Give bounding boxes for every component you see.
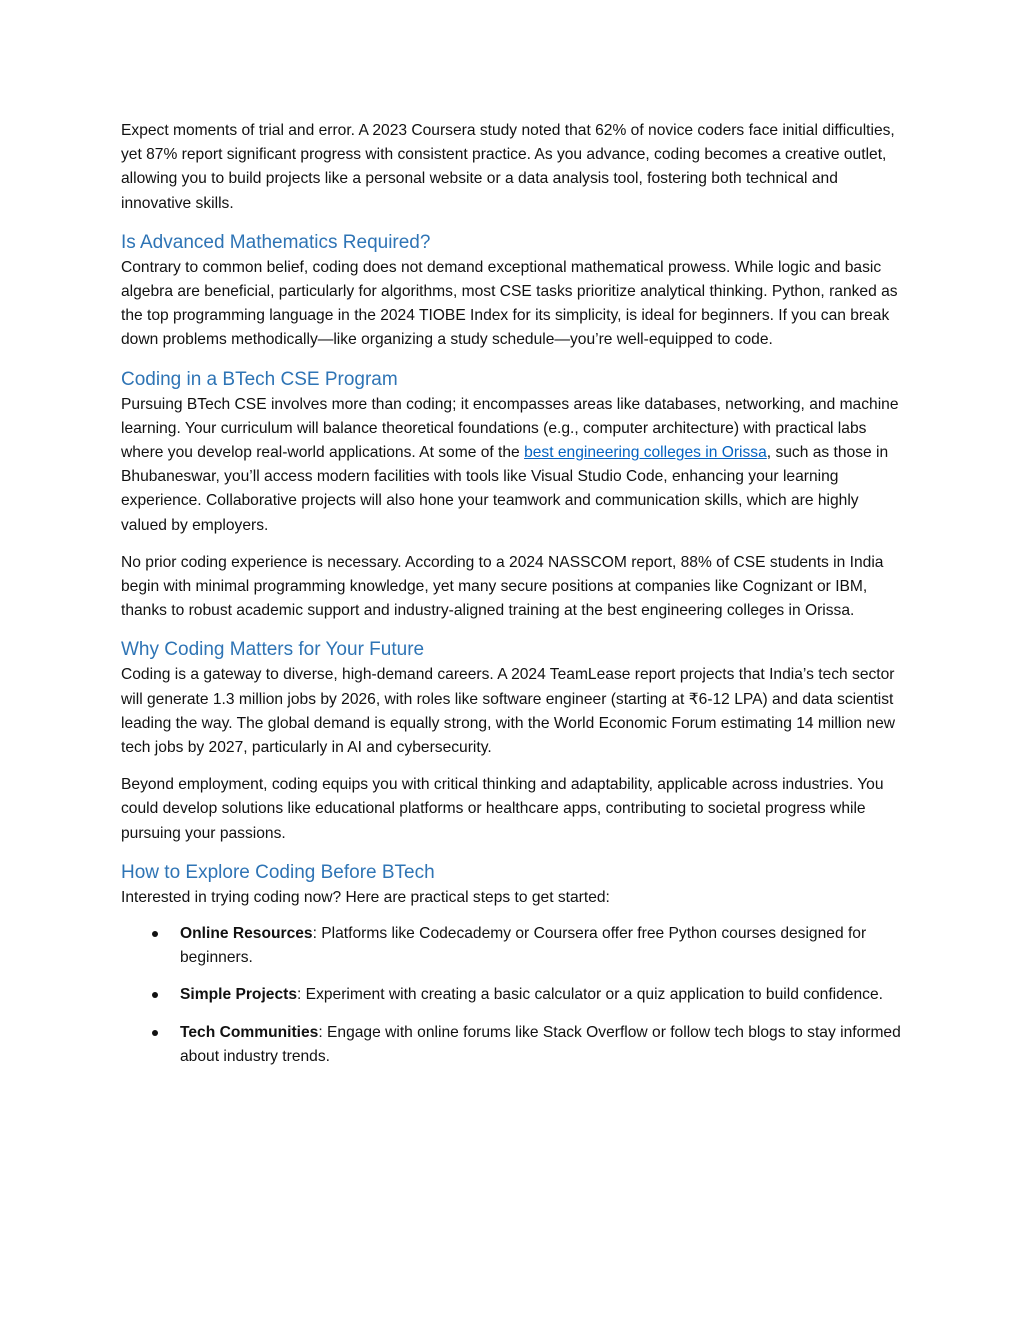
list-item: [121, 1021, 906, 1069]
heading-math: Is Advanced Mathematics Required?: [121, 231, 431, 253]
list-item-term: Tech Communities: [180, 1023, 319, 1041]
bullet-icon: [152, 992, 158, 998]
list-item: [121, 922, 906, 970]
bullet-icon: [152, 931, 158, 937]
btech-paragraph-1: [121, 393, 906, 538]
best-engineering-colleges-link[interactable]: best engineering colleges in Orissa: [524, 444, 767, 462]
list-item-text: : Platforms like Codecademy or Coursera offer free Python courses designed for beginners.: [180, 925, 867, 967]
list-item-term: Online Resources: [180, 925, 313, 943]
heading-future: Why Coding Matters for Your Future: [121, 639, 425, 661]
btech-text-before-link: Pursuing BTech CSE involves more than coding; it encompasses areas like databases, networking, and machine learning. Your curriculum will balance theoretical foundations (e.g., computer architecture) with practical labs where you develop real-world applications. At some of the: [121, 395, 899, 462]
list-item-term: Simple Projects: [180, 986, 297, 1004]
explore-paragraph: Interested in trying coding now? Here are practical steps to get started:: [121, 888, 610, 906]
list-item: [121, 983, 906, 1007]
heading-explore: How to Explore Coding Before BTech: [121, 861, 435, 883]
btech-paragraph-2: No prior coding experience is necessary. According to a 2024 NASSCOM report, 88% of CSE students in India begin with minimal programming knowledge, yet many secure positions at companies like Cognizant or IBM, thanks to robust academic support and industry-aligned training at the best engineering colleges in Orissa.: [121, 553, 884, 620]
list-item-text: : Experiment with creating a basic calculator or a quiz application to build confidence.: [297, 986, 883, 1004]
list-item-text: : Engage with online forums like Stack Overflow or follow tech blogs to stay informed about industry trends.: [180, 1023, 901, 1065]
future-paragraph-1: Coding is a gateway to diverse, high-demand careers. A 2024 TeamLease report projects that India’s tech sector will generate 1.3 million jobs by 2026, with roles like software engineer (starting at ₹6-12 LPA) and data scientist leading the way. The global demand is equally strong, with the World Economic Forum estimating 14 million new tech jobs by 2027, particularly in AI and cybersecurity.: [121, 666, 896, 757]
math-paragraph: Contrary to common belief, coding does not demand exceptional mathematical prowess. While logic and basic algebra are beneficial, particularly for algorithms, most CSE tasks prioritize analytical thinking. Python, ranked as the top programming language in the 2024 TIOBE Index for its simplicity, is ideal for beginners. If you can break down problems methodically—like organizing a study schedule—you’re well-equipped to code.: [121, 258, 898, 349]
heading-btech: Coding in a BTech CSE Program: [121, 368, 398, 390]
document-body: [121, 119, 906, 1082]
steps-list: [121, 922, 906, 1069]
intro-paragraph: Expect moments of trial and error. A 2023 Coursera study noted that 62% of novice coders face initial difficulties, yet 87% report significant progress with consistent practice. As you advance, coding becomes a creative outlet, allowing you to build projects like a personal website or a data analysis tool, fostering both technical and innovative skills.: [121, 122, 895, 212]
bullet-icon: [152, 1030, 158, 1036]
btech-text-after-link: , such as those in Bhubaneswar, you’ll access modern facilities with tools like Visual Studio Code, enhancing your learning experience. Collaborative projects will also hone your teamwork and communication skills, which are highly valued by employers.: [121, 444, 889, 534]
future-paragraph-2: Beyond employment, coding equips you with critical thinking and adaptability, applicable across industries. You could develop solutions like educational platforms or healthcare apps, contributing to societal progress while pursuing your passions.: [121, 776, 884, 842]
